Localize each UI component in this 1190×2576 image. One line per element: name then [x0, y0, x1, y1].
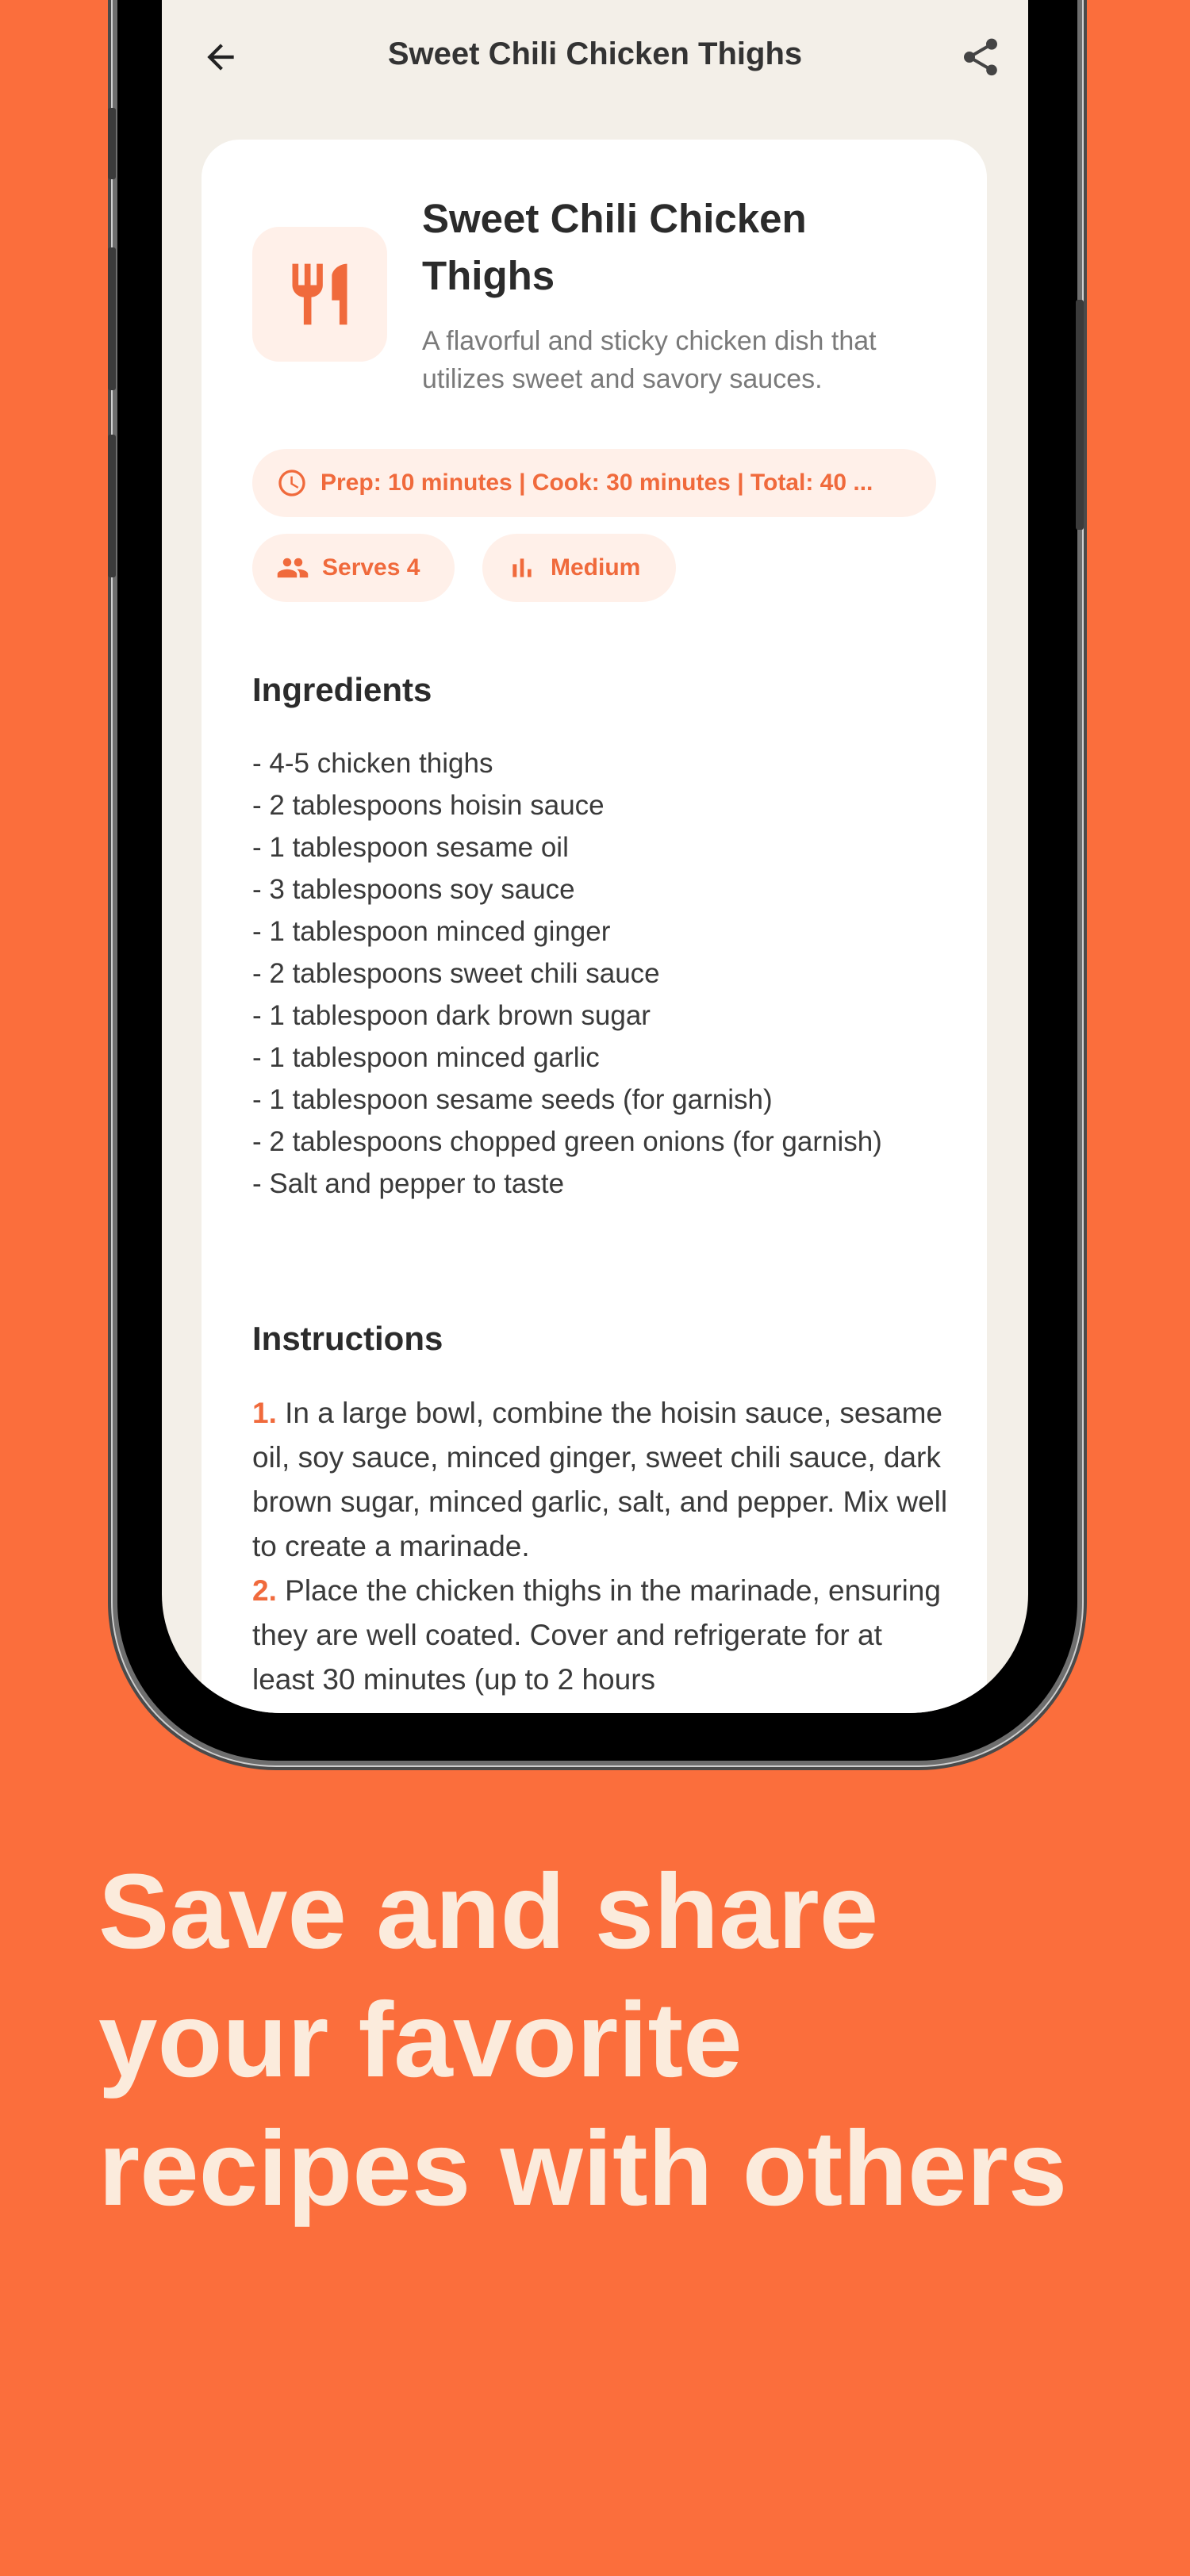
ingredients-list: - 4-5 chicken thighs - 2 tablespoons hoisin sauce - 1 tablespoon sesame oil - 3 tablespoons soy sauce - 1 tablespoon minced ginger - 2 tablespoons sweet chili sauce - 1 tablespoon dark brown sugar - 1 tablespoon minced garlic - 1 tablespoon sesame seeds (for garnish) - 2 tablespoons chopped green onions (for garnish) - Salt and pepper to taste	[252, 748, 882, 1199]
people-icon	[276, 551, 309, 585]
instruction-step	[252, 1569, 950, 1702]
clock-icon	[276, 467, 308, 499]
fork-knife-icon	[283, 258, 356, 331]
phone-screen	[162, 0, 1028, 1713]
serves-text: Serves 4	[322, 554, 420, 581]
time-chip	[252, 449, 936, 517]
recipe-card	[202, 140, 987, 1713]
phone-power-button	[1076, 300, 1084, 530]
instructions-list	[252, 1391, 950, 1702]
step-text: Place the chicken thighs in the marinade, ensuring they are well coated. Cover and refrigerate for at least 30 minutes (up to 2 hours	[252, 1574, 941, 1696]
instructions-heading: Instructions	[252, 1320, 443, 1357]
phone-volume-up	[108, 247, 116, 390]
recipe-icon-tile	[252, 227, 387, 362]
recipe-title: Sweet Chili Chicken Thighs	[422, 196, 807, 298]
top-app-bar	[162, 0, 1028, 119]
share-button[interactable]	[957, 33, 1004, 81]
serves-chip	[252, 534, 455, 602]
step-text: In a large bowl, combine the hoisin sauce, sesame oil, soy sauce, minced ginger, sweet chili sauce, dark brown sugar, minced garlic, salt, and pepper. Mix well to create a marinade.	[252, 1397, 948, 1562]
time-text: Prep: 10 minutes | Cook: 30 minutes | Total: 40 ...	[321, 470, 873, 496]
step-number: 2.	[252, 1574, 277, 1607]
recipe-description: A flavorful and sticky chicken dish that utilizes sweet and savory sauces.	[422, 326, 877, 394]
page-title: Sweet Chili Chicken Thighs	[387, 36, 803, 71]
difficulty-chip	[482, 534, 676, 602]
instruction-step	[252, 1391, 950, 1569]
ingredients-heading: Ingredients	[252, 671, 432, 708]
phone-side-button	[108, 108, 116, 179]
promo-headline: Save and share your favorite recipes with others	[98, 1853, 1068, 2228]
share-icon	[958, 35, 1003, 79]
bar-chart-icon	[506, 552, 538, 584]
difficulty-text: Medium	[551, 554, 641, 581]
phone-volume-down	[108, 435, 116, 577]
step-number: 1.	[252, 1397, 277, 1429]
